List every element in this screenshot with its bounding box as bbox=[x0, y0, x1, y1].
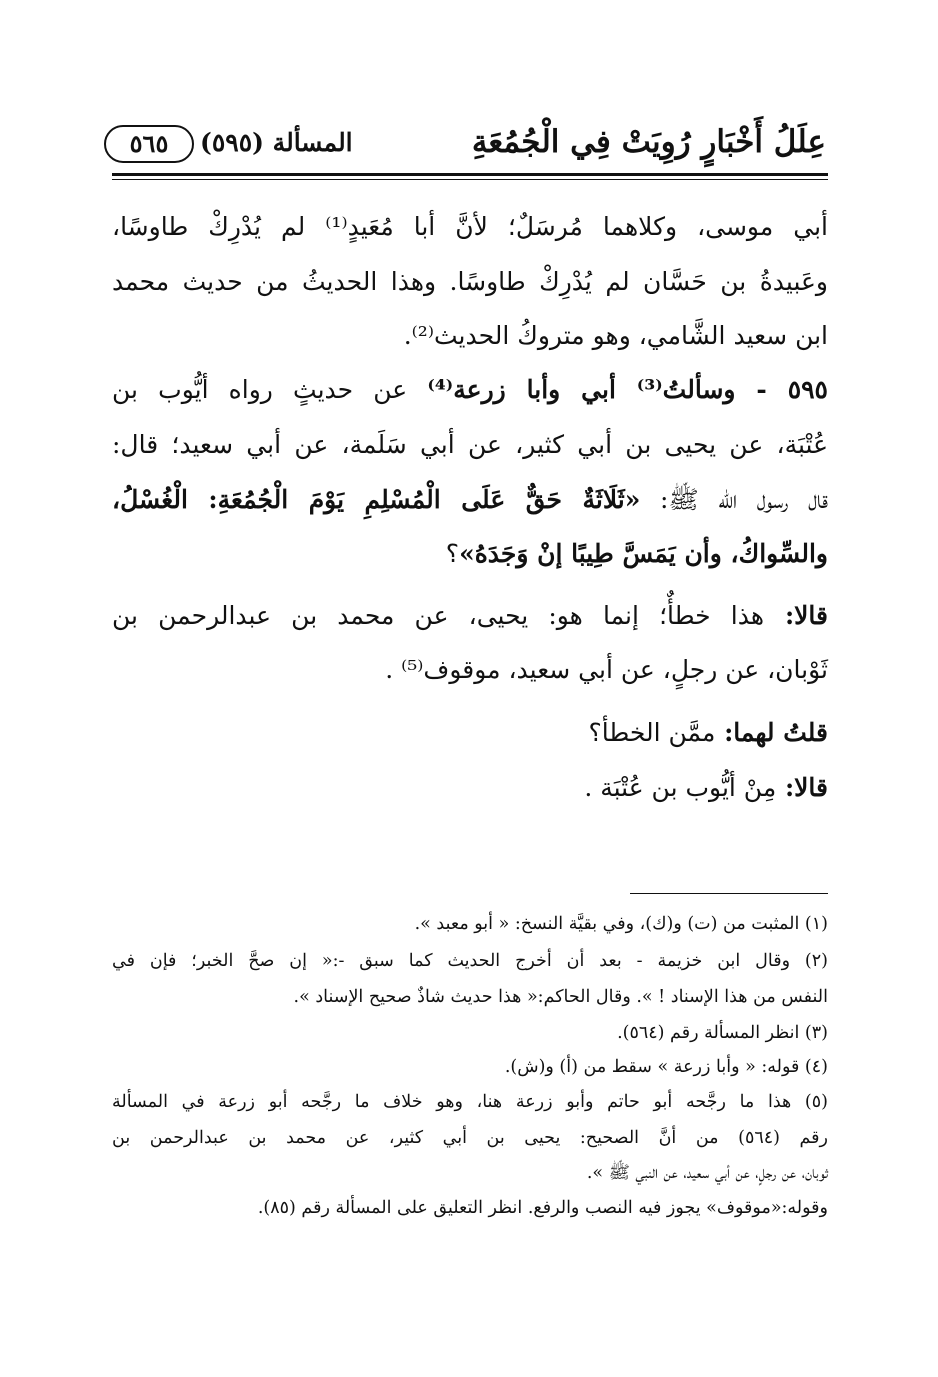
body-line-2: وعَبيدةُ بن حَسَّان لم يُدْرِكْ طاوسًا. وهذا الحديثُ من حديث محمد bbox=[112, 267, 828, 296]
hadith-text-part-2: والسِّواكُ، وأن يَمَسَّ طِيبًا إنْ وَجَدَهُ» bbox=[459, 539, 828, 568]
footnote-5-line-2: رقم (٥٦٤) من أنَّ الصحيح: يحيى بن أبي كثير، عن محمد بن عبدالرحمن بن bbox=[112, 1128, 828, 1148]
footnote-3: (٣) انظر المسألة رقم (٥٦٤). bbox=[617, 1023, 828, 1043]
question-595-line-1-rest: عن حديثٍ رواه أيُّوب بن bbox=[112, 375, 428, 404]
footnote-5-line-4: وقوله:«موقوف» يجوز فيه النصب والرفع. انظر التعليق على المسألة رقم (٨٥). bbox=[257, 1198, 828, 1218]
header-rule-thick bbox=[112, 173, 828, 176]
answer-1-line-2: ثَوْبان، عن رجلٍ، عن أبي سعيد، موقوف⁽⁵⁾ . bbox=[385, 655, 828, 684]
body-line-3: ابن سعيد الشَّامي، وهو متروكُ الحديث⁽²⁾. bbox=[403, 321, 828, 350]
question-2-text: ممَّن الخطأ؟ bbox=[588, 718, 716, 747]
answer-1-text: هذا خطأٌ؛ إنما هو: يحيى، عن محمد بن عبدالرحمن بن bbox=[112, 601, 765, 630]
question-2 bbox=[112, 713, 828, 757]
answer-2 bbox=[112, 768, 828, 812]
header-rule-thin bbox=[112, 179, 828, 180]
question-595-line-1 bbox=[112, 370, 828, 414]
question-2-label: قلتُ لهما: bbox=[715, 718, 828, 747]
body-line-1: أبي موسى، وكلاهما مُرسَلٌ؛ لأنَّ أبا مُعَيدٍ⁽¹⁾ لم يُدْرِكْ طاوسًا، bbox=[112, 212, 828, 241]
footnote-2-line-1: (٢) وقال ابن خزيمة - بعد أن أخرج الحديث كما سبق -:« إن صحَّ الخبر؛ فإن في bbox=[112, 951, 828, 971]
hadith-text-part-1: «ثَلَاثَةٌ حَقٌّ عَلَى الْمُسْلِمِ يَوْمَ الْجُمُعَةِ: الْغُسْلُ، bbox=[112, 485, 641, 514]
question-number-heading: المسألة (٥٩٥) bbox=[200, 128, 353, 157]
footnote-1: (١) المثبت من (ت) و(ك)، وفي بقيَّة النسخ: « أبو معبد ». bbox=[414, 914, 828, 934]
question-595-line-4 bbox=[112, 534, 828, 578]
footnote-2-line-2: النفس من هذا الإسناد ! ». وقال الحاكم:« هذا حديث شاذٌ صحيح الإسناد ». bbox=[293, 987, 828, 1007]
question-595-line-2: عُتْبَة، عن يحيى بن أبي كثير، عن أبي سَلَمة، عن أبي سعيد؛ قال: bbox=[112, 430, 828, 459]
page-number-badge: ٥٦٥ bbox=[104, 125, 194, 163]
question-595-line-3 bbox=[112, 480, 828, 524]
footnote-5-line-3: ثوبان، عن رجلٍ، عن أبي سعيد، عن النبي ﷺ ». bbox=[586, 1163, 828, 1183]
answer-1-line-1 bbox=[112, 596, 828, 640]
answer-1-label: قالا: bbox=[764, 601, 829, 630]
answer-2-label: قالا: bbox=[776, 773, 828, 802]
footnote-5-line-1: (٥) هذا ما رجَّحه أبو حاتم وأبو زرعة هنا، وهو خلاف ما رجَّحه أبو زرعة في المسألة bbox=[112, 1092, 828, 1112]
question-595-opening: ٥٩٥ - وسألتُ⁽³⁾ أبي وأبا زرعة⁽⁴⁾ bbox=[427, 375, 828, 404]
footnote-separator bbox=[630, 893, 828, 894]
footnote-4: (٤) قوله: « وأبا زرعة » سقط من (أ) و(ش). bbox=[504, 1057, 828, 1077]
answer-2-text: مِنْ أيُّوب بن عُتْبَة . bbox=[584, 773, 777, 802]
running-title: عِلَلُ أَخْبَارٍ رُوِيَتْ فِي الْجُمُعَةِ bbox=[471, 124, 826, 160]
question-mark: ؟ bbox=[445, 539, 460, 568]
hadith-intro: قال رسول الله ﷺ: bbox=[640, 485, 829, 514]
